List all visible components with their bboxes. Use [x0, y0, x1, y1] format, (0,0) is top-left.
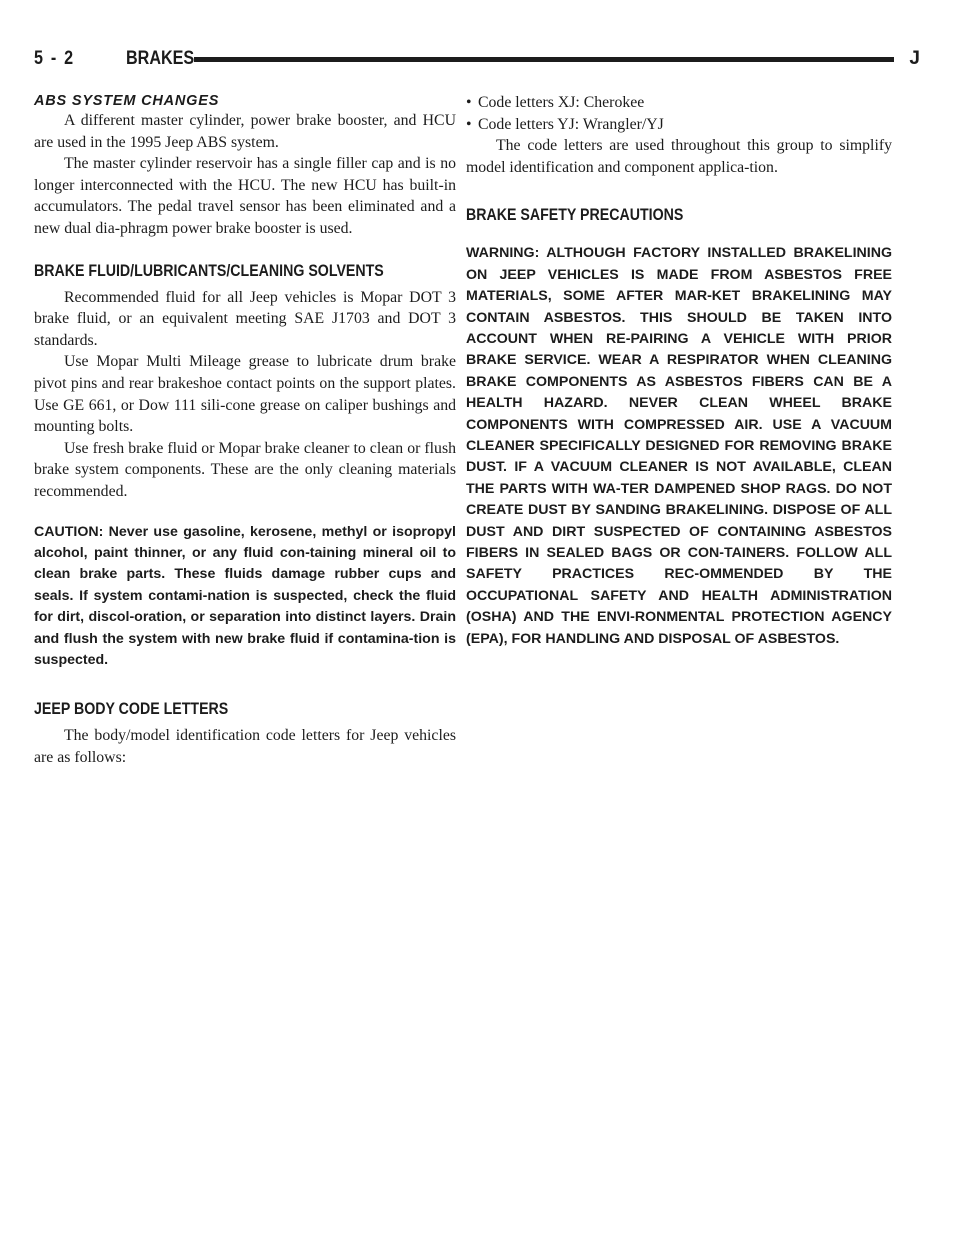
fluid-heading: BRAKE FLUID/LUBRICANTS/CLEANING SOLVENTS [34, 261, 384, 280]
code-letters-paragraph: The code letters are used throughout this group to simplify model identification and component applica-tion. [466, 137, 892, 176]
list-item-text: Code letters YJ: Wrangler/YJ [478, 115, 664, 133]
header-letter: J [909, 48, 920, 69]
abs-paragraph-1: A different master cylinder, power brake booster, and HCU are used in the 1995 Jeep ABS system. [34, 112, 456, 151]
bullet-icon: • [466, 115, 472, 133]
list-item [466, 114, 892, 136]
body-code-heading: JEEP BODY CODE LETTERS [34, 700, 229, 719]
page-header [34, 42, 926, 80]
right-column [466, 92, 892, 650]
left-column [34, 92, 456, 769]
fluid-paragraph-3: Use fresh brake fluid or Mopar brake cleaner to clean or flush brake system components. These are the only cleaning materials recommended. [34, 439, 456, 500]
header-rule [194, 57, 894, 62]
fluid-paragraph-2: Use Mopar Multi Mileage grease to lubricate drum brake pivot pins and rear brakeshoe contact points on the support plates. Use GE 661, or Dow 111 sili-cone grease on caliper bushings and mounting bolts. [34, 353, 456, 436]
body-code-paragraph: The body/model identification code letters for Jeep vehicles are as follows: [34, 727, 456, 766]
page-number: 5 - 2 [34, 48, 75, 69]
list-item-text: Code letters XJ: Cherokee [478, 94, 645, 111]
list-item [466, 92, 892, 114]
section-title: BRAKES [126, 48, 195, 69]
warning-note: WARNING: ALTHOUGH FACTORY INSTALLED BRAKELINING ON JEEP VEHICLES IS MADE FROM ASBESTOS FREE MATERIALS, SOME AFTER MAR-KET BRAKELINING MAY CONTAIN ASBESTOS. THIS SHOULD BE TAKEN INTO ACCOUNT WHEN RE-PAIRING A VEHICLE WITH PRIOR BRAKE SERVICE. WEAR A RESPIRATOR WHEN CLEANING BRAKE COMPONENTS AS ASBESTOS FIBERS CAN BE A HEALTH HAZARD. NEVER CLEAN WHEEL BRAKE COMPONENTS WITH COMPRESSED AIR. USE A VACUUM CLEANER SPECIFICALLY DESIGNED FOR REMOVING BRAKE DUST. IF A VACUUM CLEANER IS NOT AVAILABLE, CLEAN THE PARTS WITH WA-TER DAMPENED SHOP RAGS. DO NOT CREATE DUST BY SANDING BRAKELINING. DISPOSE OF ALL DUST AND DIRT SUSPECTED OF CONTAINING ASBESTOS FIBERS IN SEALED BAGS OR CON-TAINERS. FOLLOW ALL SAFETY PRACTICES REC-OMMENDED BY THE OCCUPATIONAL SAFETY AND HEALTH ADMINISTRATION (OSHA) AND THE ENVI-RONMENTAL PROTECTION AGENCY (EPA), FOR HANDLING AND DISPOSAL OF ASBESTOS. [466, 245, 892, 647]
abs-paragraph-2: The master cylinder reservoir has a single filler cap and is no longer interconnected with the HCU. The new HCU has built-in accumulators. The pedal travel sensor has been eliminated and a new dual dia-phragm power brake booster is used. [34, 155, 456, 237]
abs-heading: ABS SYSTEM CHANGES [34, 93, 220, 109]
fluid-paragraph-1: Recommended fluid for all Jeep vehicles is Mopar DOT 3 brake fluid, or an equivalent meeting SAE J1703 and DOT 3 standards. [34, 288, 456, 349]
caution-note: CAUTION: Never use gasoline, kerosene, methyl or isopropyl alcohol, paint thinner, or any fluid con-taining mineral oil to clean brake parts. These fluids damage rubber cups and seals. If system contami-nation is suspected, check the fluid for dirt, discol-oration, or separation into distinct layers. Drain and flush the system with new brake fluid if contamina-tion is suspected. [34, 523, 456, 668]
bullet-icon: • [466, 94, 472, 111]
safety-heading: BRAKE SAFETY PRECAUTIONS [466, 206, 684, 225]
